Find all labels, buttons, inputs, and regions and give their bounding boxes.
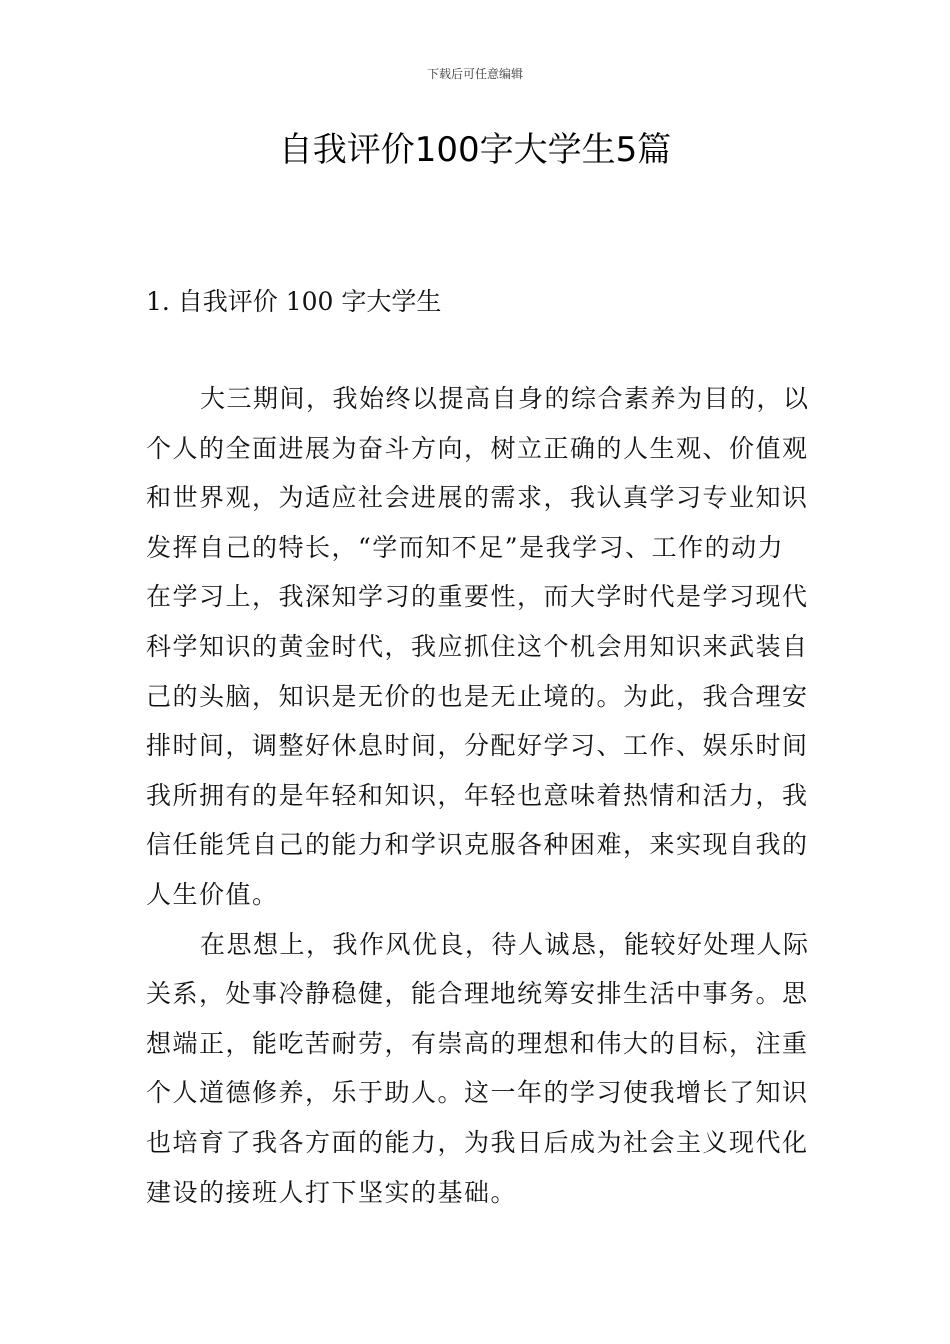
section-heading: 1. 自我评价 100 字大学生 <box>146 287 442 316</box>
text-line: 己的头脑，知识是无价的也是无止境的。为此，我合理安 <box>146 681 809 711</box>
text-line: 在思想上，我作风优良，待人诚恳，能较好处理人际 <box>200 929 810 959</box>
text-line: 在学习上，我深知学习的重要性，而大学时代是学习现代 <box>146 582 809 612</box>
text-line: 个人的全面进展为奋斗方向，树立正确的人生观、价值观 <box>146 433 809 463</box>
paragraph-1 <box>146 374 810 920</box>
text-line: 科学知识的黄金时代，我应抓住这个机会用知识来武装自 <box>146 631 809 661</box>
document-body <box>146 374 810 1217</box>
text-line: 建设的接班人打下坚实的基础。 <box>146 1177 518 1207</box>
text-line: 发挥自己的特长，“学而知不足”是我学习、工作的动力 <box>146 532 785 562</box>
document-title: 自我评价100字大学生5篇 <box>278 130 672 170</box>
text-line: 大三期间，我始终以提高自身的综合素养为目的，以 <box>200 384 810 413</box>
text-line: 个人道德修养，乐于助人。这一年的学习使我增长了知识 <box>146 1078 809 1108</box>
text-line: 排时间，调整好休息时间，分配好学习、工作、娱乐时间 <box>146 731 809 761</box>
text-line: 信任能凭自己的能力和学识克服各种困难，来实现自我的 <box>146 830 809 860</box>
text-line: 想端正，能吃苦耐劳，有崇高的理想和伟大的目标，注重 <box>146 1028 809 1058</box>
text-line: 人生价值。 <box>146 879 279 909</box>
header-note: 下载后可任意编辑 <box>426 67 523 81</box>
text-line: 和世界观，为适应社会进展的需求，我认真学习专业知识 <box>146 483 809 513</box>
text-line: 也培育了我各方面的能力，为我日后成为社会主义现代化 <box>146 1127 809 1157</box>
paragraph-2 <box>146 920 810 1218</box>
text-line: 我所拥有的是年轻和知识，年轻也意味着热情和活力，我 <box>146 780 809 810</box>
text-line: 关系，处事冷静稳健，能合理地统筹安排生活中事务。思 <box>146 979 809 1009</box>
